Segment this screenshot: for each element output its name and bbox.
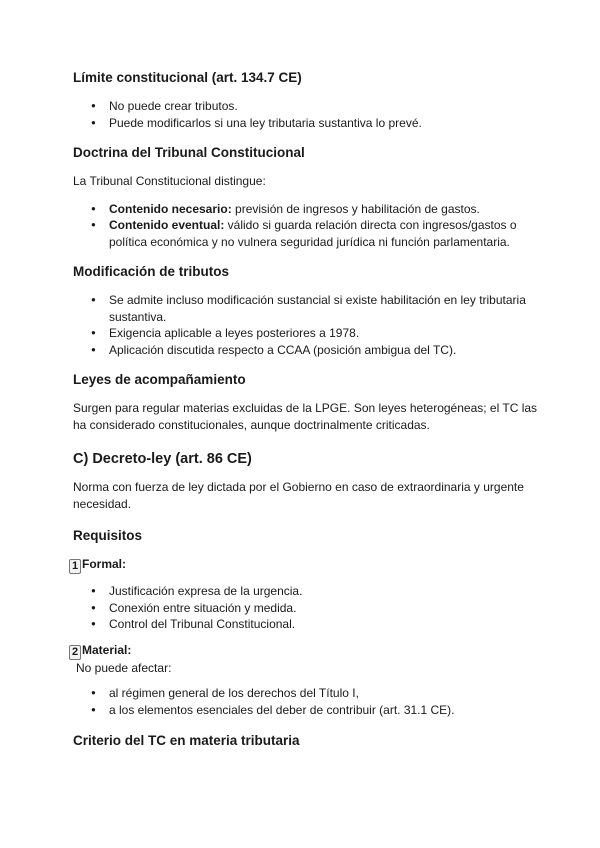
list-formal	[73, 583, 540, 633]
doctrina-intro: La Tribunal Constitucional distingue:	[73, 174, 266, 188]
list-modificacion	[73, 292, 540, 358]
heading-criterio-tc: Criterio del TC en materia tributaria	[73, 733, 300, 748]
requisito-formal	[69, 556, 540, 574]
term-contenido-necesario: Contenido necesario:	[109, 201, 232, 216]
heading-leyes-acompanamiento: Leyes de acompañamiento	[73, 372, 246, 387]
requisito-material	[69, 642, 540, 660]
list-item: ● Se admite incluso modificación sustancial si existe habilitación en ley tributaria sustantiva.	[91, 292, 540, 325]
list-item: ● Exigencia aplicable a leyes posteriores a 1978.	[91, 325, 540, 342]
list-item: ● Aplicación discutida respecto a CCAA (posición ambigua del TC).	[91, 342, 540, 359]
decreto-paragraph: Norma con fuerza de ley dictada por el Gobierno en caso de extraordinaria y urgente necesidad.	[73, 480, 524, 511]
list-item: ● al régimen general de los derechos del Título I,	[91, 685, 540, 702]
list-material	[73, 685, 540, 718]
heading-doctrina-tc: Doctrina del Tribunal Constitucional	[73, 145, 305, 160]
definition-text: previsión de ingresos y habilitación de gastos.	[231, 201, 480, 216]
list-item: ● Control del Tribunal Constitucional.	[91, 616, 540, 633]
heading-requisitos: Requisitos	[73, 528, 143, 543]
requisito-label: Material:	[82, 642, 132, 657]
term-contenido-eventual: Contenido eventual:	[109, 218, 225, 232]
list-item: ● a los elementos esenciales del deber de contribuir (art. 31.1 CE).	[91, 702, 540, 719]
requisito-label: Formal:	[82, 557, 127, 571]
list-item	[91, 217, 540, 250]
list-limite	[73, 98, 540, 131]
list-item: ● Puede modificarlos si una ley tributaria sustantiva lo prevé.	[91, 115, 540, 132]
number-badge: 2	[69, 645, 81, 660]
heading-modificacion-tributos: Modificación de tributos	[73, 264, 230, 279]
list-item: ● Justificación expresa de la urgencia.	[91, 583, 540, 600]
number-badge: 1	[69, 559, 81, 574]
list-item	[91, 201, 540, 218]
list-item: ● No puede crear tributos.	[91, 98, 540, 115]
list-doctrina	[73, 201, 540, 251]
definition-text: válido si guarda relación directa con ingresos/gastos o política económica y no vulnera seguridad jurídica ni función parlamentaria.	[109, 218, 517, 249]
heading-decreto-ley: C) Decreto-ley (art. 86 CE)	[73, 451, 252, 467]
leyes-paragraph: Surgen para regular materias excluidas de la LPGE. Son leyes heterogéneas; el TC las ha considerado constitucionales, aunque doctrinalmente criticadas.	[73, 401, 538, 432]
heading-limite-constitucional: Límite constitucional (art. 134.7 CE)	[73, 70, 302, 85]
list-item: ● Conexión entre situación y medida.	[91, 600, 540, 617]
material-intro: No puede afectar:	[76, 660, 172, 675]
